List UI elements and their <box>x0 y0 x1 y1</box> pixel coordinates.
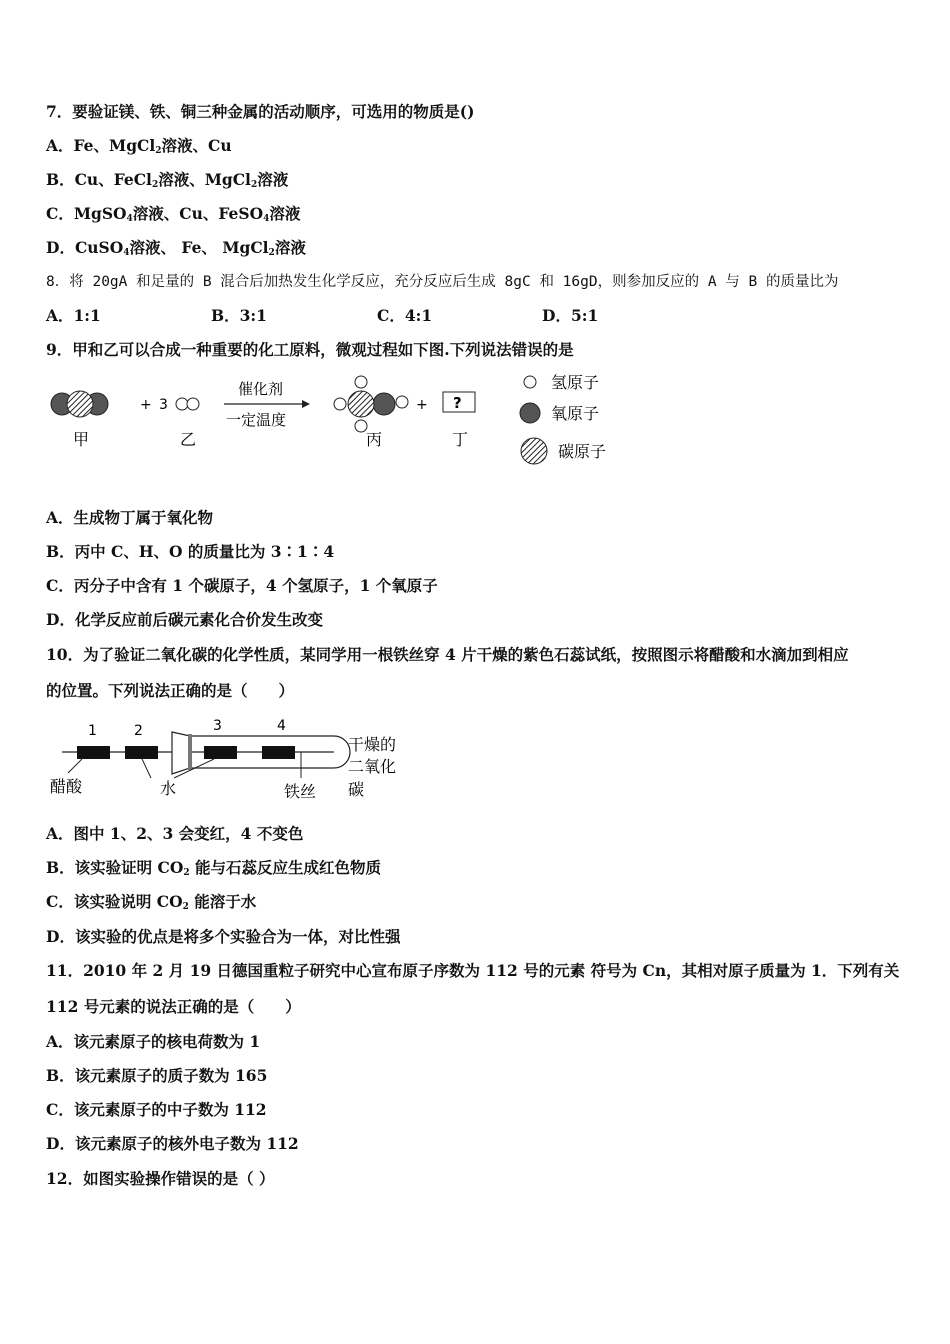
label-vinegar: 醋酸 <box>50 777 83 796</box>
q10-option-c: C．该实验说明 $CO_2$ 能溶于水 <box>46 892 257 912</box>
strip-number-3: 3 <box>213 718 222 734</box>
litmus-strip-1 <box>77 746 110 759</box>
molecule-bing <box>334 376 408 432</box>
q11-option-a: A．该元素原子的核电荷数为 1 <box>46 1032 261 1051</box>
q9-reaction-diagram <box>40 368 640 472</box>
label-iron-wire: 铁丝 <box>284 782 317 801</box>
q9-stem: 9．甲和乙可以合成一种重要的化工原料，微观过程如下图.下列说法错误的是 <box>46 340 574 359</box>
q10-stem-line1: 10．为了验证二氧化碳的化学性质，某同学用一根铁丝穿 4 片干燥的紫色石蕊试纸，按照图示将醋酸和水滴加到相应 <box>46 645 849 664</box>
label-co2-line3: 碳 <box>348 780 365 799</box>
q8-option-d: D．5:1 <box>542 306 599 325</box>
arrow-head-icon <box>302 400 310 408</box>
carbon-atom <box>67 391 93 417</box>
legend-oxygen: 氧原子 <box>551 404 600 423</box>
catalyst-label: 催化剂 <box>238 380 284 398</box>
q7-stem: 7．要验证镁、铁、铜三种金属的活动顺序，可选用的物质是() <box>46 102 475 121</box>
label-ding: 丁 <box>452 430 469 449</box>
q9-option-a: A．生成物丁属于氧化物 <box>46 508 214 527</box>
carbon-legend-icon <box>521 438 547 464</box>
legend <box>520 373 606 464</box>
label-yi: 乙 <box>180 430 197 449</box>
molecule-yi <box>176 398 199 410</box>
label-jia: 甲 <box>73 430 90 449</box>
stopper <box>172 732 190 774</box>
strip-number-4: 4 <box>277 718 286 734</box>
condition-label: 一定温度 <box>226 411 287 429</box>
plus-sign: + <box>140 397 152 413</box>
q9-option-b: B．丙中 C、H、O 的质量比为 3∶1∶4 <box>46 542 335 561</box>
legend-carbon: 碳原子 <box>558 442 607 461</box>
litmus-strip-2 <box>125 746 158 759</box>
q8-stem: 8．将 20gA 和足量的 B 混合后加热发生化学反应，充分反应后生成 8gC 和 16gD，则参加反应的 A 与 B 的质量比为 <box>46 274 839 290</box>
coefficient: 3 <box>159 397 168 413</box>
hydrogen-legend-icon <box>524 376 536 388</box>
pointer-line <box>142 759 151 778</box>
litmus-strip-3 <box>204 746 237 759</box>
legend-hydrogen: 氢原子 <box>551 373 600 392</box>
hydrogen-atom <box>334 398 346 410</box>
q7-option-d: D．CuSO$_4$溶液、 Fe、 MgCl$_2$溶液 <box>46 238 306 258</box>
q10-option-b: B．该实验证明 $CO_2$ 能与石蕊反应生成红色物质 <box>46 858 382 878</box>
q11-stem-line2: 112 号元素的说法正确的是（ ） <box>46 997 301 1016</box>
pointer-line <box>68 759 82 773</box>
hydrogen-atom <box>187 398 199 410</box>
q10-stem-line2: 的位置。下列说法正确的是（ ） <box>46 681 295 700</box>
unknown-mark: ? <box>453 394 462 412</box>
q10-experiment-diagram <box>44 712 414 804</box>
q12-stem: 12．如图实验操作错误的是（ ） <box>46 1169 275 1188</box>
q8-option-a: A．1:1 <box>46 306 101 325</box>
strip-number-1: 1 <box>88 723 97 739</box>
q11-stem-line1: 11．2010 年 2 月 19 日德国重粒子研究中心宣布原子序数为 112 号的元素 符号为 Cn，其相对原子质量为 1．下列有关 <box>46 961 900 980</box>
q10-option-d: D．该实验的优点是将多个实验合为一体，对比性强 <box>46 927 401 946</box>
label-co2-line2: 二氧化 <box>348 757 397 776</box>
q7-option-b: B．Cu、FeCl$_2$溶液、MgCl$_2$溶液 <box>46 170 289 190</box>
oxygen-legend-icon <box>520 403 540 423</box>
strip-number-2: 2 <box>134 723 143 739</box>
stopper-rim <box>188 734 192 770</box>
q11-option-d: D．该元素原子的核外电子数为 112 <box>46 1134 299 1153</box>
q7-option-c: C．MgSO$_4$溶液、Cu、FeSO$_4$溶液 <box>46 204 301 224</box>
plus-sign: + <box>416 397 428 413</box>
label-bing: 丙 <box>366 430 383 449</box>
q10-option-a: A．图中 1、2、3 会变红，4 不变色 <box>46 824 304 843</box>
label-water: 水 <box>160 779 177 798</box>
hydrogen-atom <box>355 376 367 388</box>
q8-option-c: C．4:1 <box>377 306 433 325</box>
q11-option-b: B．该元素原子的质子数为 165 <box>46 1066 268 1085</box>
hydrogen-atom <box>176 398 188 410</box>
q8-option-b: B．3:1 <box>211 306 267 325</box>
carbon-atom <box>348 391 374 417</box>
oxygen-atom <box>373 393 395 415</box>
hydrogen-atom <box>396 396 408 408</box>
q9-option-d: D．化学反应前后碳元素化合价发生改变 <box>46 610 323 629</box>
q9-option-c: C．丙分子中含有 1 个碳原子，4 个氢原子，1 个氧原子 <box>46 576 438 595</box>
molecule-jia <box>51 391 108 417</box>
q7-option-a: A．Fe、MgCl$_2$溶液、Cu <box>46 136 232 156</box>
litmus-strip-4 <box>262 746 295 759</box>
label-co2-line1: 干燥的 <box>348 735 397 754</box>
q11-option-c: C．该元素原子的中子数为 112 <box>46 1100 267 1119</box>
